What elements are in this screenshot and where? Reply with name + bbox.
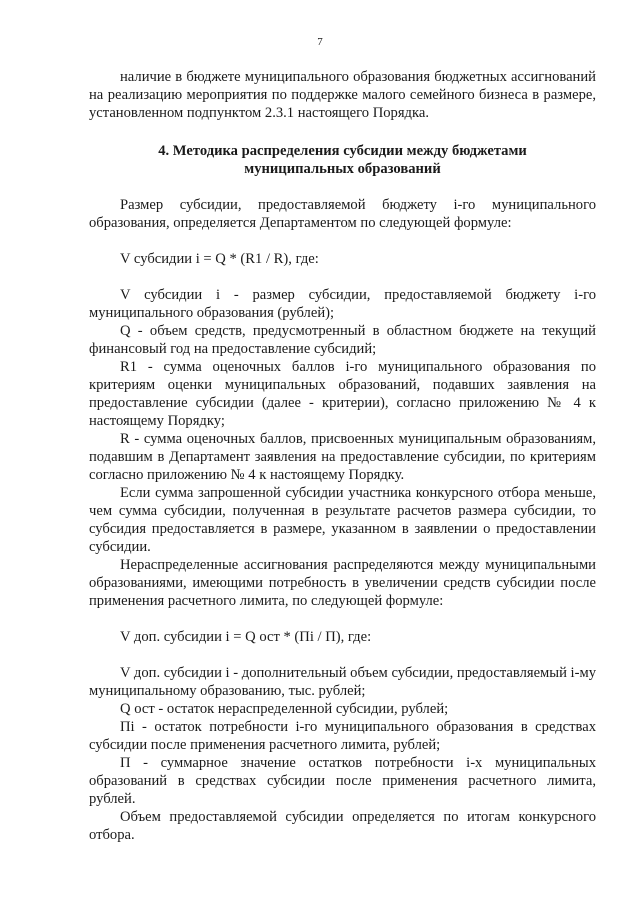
unallocated-paragraph: Нераспределенные ассигнования распределяются между муниципальными образованиями, имеющими потребность в увеличении средств субсидии после применения расчетного лимита, по следующей формуле: xyxy=(89,557,596,609)
definition-vdop: V доп. субсидии i - дополнительный объем субсидии, предоставляемый i-му муниципальному образованию, тыс. рублей; xyxy=(89,665,596,699)
size-intro-paragraph: Размер субсидии, предоставляемой бюджету i-го муниципального образования, определяется Департаментом по следующей формуле: xyxy=(89,197,596,231)
definition-r1: R1 - сумма оценочных баллов i-го муниципального образования по критериям оценки муниципальных образований, подавших заявления на предоставление субсидии (далее - критерии), согласно приложению № 4 к настоящему Порядку; xyxy=(89,359,596,429)
if-less-paragraph: Если сумма запрошенной субсидии участника конкурсного отбора меньше, чем сумма субсидии, полученная в результате расчетов размера субсидии, то субсидия предоставляется в размере, указанном в заявлении о предоставлении субсидии. xyxy=(89,485,596,555)
definition-qost: Q ост - остаток нераспределенной субсидии, рублей; xyxy=(120,701,449,717)
definition-v: V субсидии i - размер субсидии, предоставляемой бюджету i-го муниципального образования (рублей); xyxy=(89,287,596,321)
section-heading-line-2: муниципальных образований xyxy=(244,161,441,177)
section-heading xyxy=(89,142,596,178)
section-heading-line-1: 4. Методика распределения субсидии между бюджетами xyxy=(158,143,527,159)
document-body xyxy=(89,68,596,844)
definition-pi: Пi - остаток потребности i-го муниципального образования в средствах субсидии после применения расчетного лимита, рублей; xyxy=(89,719,596,753)
intro-paragraph: наличие в бюджете муниципального образования бюджетных ассигнований на реализацию мероприятия по поддержке малого семейного бизнеса в размере, установленном подпунктом 2.3.1 настоящего Порядка. xyxy=(89,69,596,121)
formula-2: V доп. субсидии i = Q ост * (Пi / П), где: xyxy=(120,629,372,645)
definition-p: П - суммарное значение остатков потребности i-х муниципальных образований в средствах субсидии после применения расчетного лимита, рублей. xyxy=(89,755,596,807)
final-paragraph: Объем предоставляемой субсидии определяется по итогам конкурсного отбора. xyxy=(89,809,596,843)
definition-r: R - сумма оценочных баллов, присвоенных муниципальным образованиям, подавшим в Департамент заявления на предоставление субсидии, по критериям согласно приложению № 4 к настоящему Порядку. xyxy=(89,431,596,483)
page-number: 7 xyxy=(317,36,323,48)
formula-1: V субсидии i = Q * (R1 / R), где: xyxy=(120,251,319,267)
definition-q: Q - объем средств, предусмотренный в областном бюджете на текущий финансовый год на предоставление субсидий; xyxy=(89,323,596,357)
